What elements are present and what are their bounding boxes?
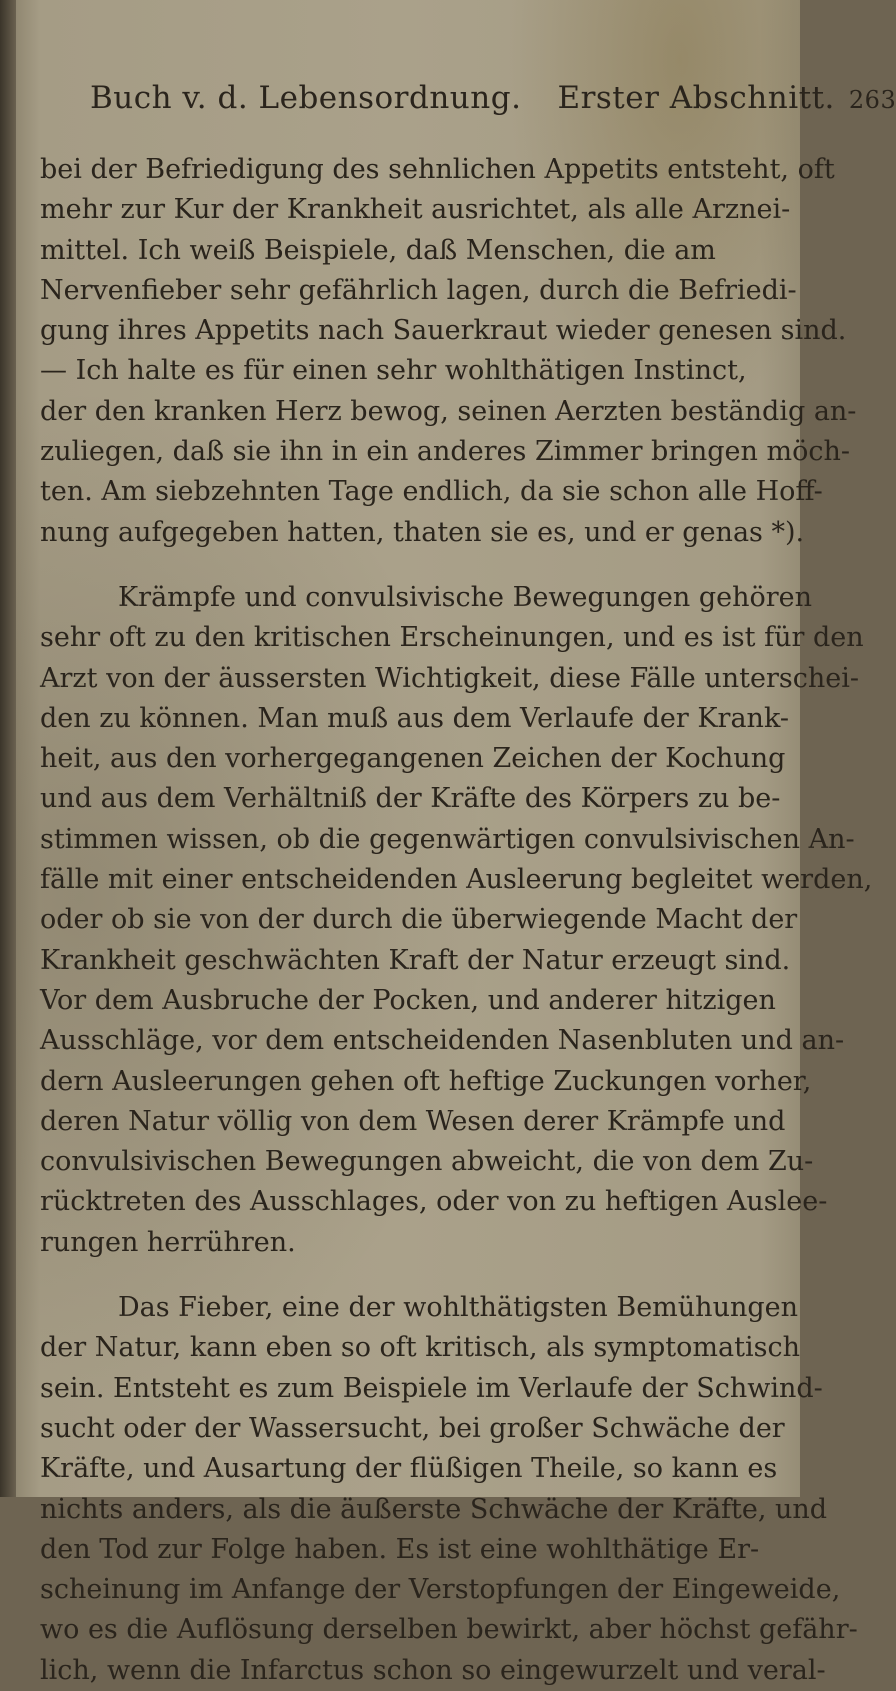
- text-line: lich, wenn die Infarctus schon so eingewurzelt und veral-: [40, 1654, 826, 1686]
- text-line: gung ihres Appetits nach Sauerkraut wieder genesen sind.: [40, 315, 847, 347]
- paragraph: [40, 578, 873, 1263]
- text-line: Das Fieber, eine der wohlthätigsten Bemühungen: [118, 1292, 798, 1324]
- text-line: Arzt von der äussersten Wichtigkeit, diese Fälle unterschei-: [40, 662, 859, 694]
- text-line: bei der Befriedigung des sehnlichen Appetits entsteht, oft: [40, 154, 835, 185]
- page-number: 263: [848, 86, 896, 114]
- text-line: mittel. Ich weiß Beispiele, daß Menschen, die am: [40, 234, 716, 266]
- text-line: nichts anders, als die äußerste Schwäche der Kräfte, und: [40, 1493, 828, 1525]
- text-line: Ausschläge, vor dem entscheidenden Nasenbluten und an-: [40, 1025, 845, 1057]
- text-line: oder ob sie von der durch die überwiegende Macht der: [40, 904, 798, 936]
- book-gutter-shadow: [0, 0, 16, 1497]
- text-line: heit, aus den vorhergegangenen Zeichen der Kochung: [40, 743, 786, 775]
- text-line: nung aufgegeben hatten, thaten sie es, und er genas *).: [40, 516, 805, 548]
- section-title: Erster Abschnitt.: [557, 80, 835, 116]
- text-line: sein. Entsteht es zum Beispiele im Verlaufe der Schwind-: [40, 1372, 823, 1404]
- text-line: stimmen wissen, ob die gegenwärtigen convulsivischen An-: [40, 823, 855, 855]
- text-line: der den kranken Herz bewog, seinen Aerzten beständig an-: [40, 395, 857, 427]
- text-line: der Natur, kann eben so oft kritisch, als symptomatisch: [40, 1332, 800, 1364]
- running-title: Buch v. d. Lebensordnung.: [90, 80, 522, 116]
- text-line: dern Ausleerungen gehen oft heftige Zuckungen vorher,: [40, 1065, 812, 1097]
- text-line: convulsivischen Bewegungen abweicht, die von dem Zu-: [40, 1146, 814, 1178]
- text-line: Krämpfe und convulsivische Bewegungen gehören: [118, 581, 812, 613]
- text-line: Kräfte, und Ausartung der flüßigen Theile, so kann es: [40, 1453, 778, 1485]
- paragraph-gap: [40, 553, 760, 578]
- text-line: deren Natur völlig von dem Wesen derer Krämpfe und: [40, 1105, 786, 1137]
- text-line: mehr zur Kur der Krankheit ausrichtet, als alle Arznei-: [40, 194, 791, 226]
- text-line: und aus dem Verhältniß der Kräfte des Körpers zu be-: [40, 783, 781, 815]
- text-line: — Ich halte es für einen sehr wohlthätigen Instinct,: [40, 355, 747, 387]
- text-line: Nervenfieber sehr gefährlich lagen, durch die Befriedi-: [40, 274, 797, 306]
- paragraph-gap: [40, 1263, 760, 1288]
- text-line: fälle mit einer entscheidenden Ausleerung begleitet werden,: [40, 864, 873, 896]
- text-line: sucht oder der Wassersucht, bei großer Schwäche der: [40, 1412, 785, 1444]
- text-line: wo es die Auflösung derselben bewirkt, aber höchst gefähr-: [40, 1614, 858, 1646]
- paragraph: [40, 1288, 858, 1691]
- text-line: Krankheit geschwächten Kraft der Natur erzeugt sind.: [40, 944, 791, 976]
- text-line: den zu können. Man muß aus dem Verlaufe der Krank-: [40, 702, 789, 734]
- text-line: rungen herrühren.: [40, 1226, 296, 1258]
- text-line: ten. Am siebzehnten Tage endlich, da sie schon alle Hoff-: [40, 476, 823, 508]
- text-line: rücktreten des Ausschlages, oder von zu heftigen Auslee-: [40, 1186, 828, 1218]
- text-line: sehr oft zu den kritischen Erscheinungen, und es ist für den: [40, 622, 864, 654]
- text-line: zuliegen, daß sie ihn in ein anderes Zimmer bringen möch-: [40, 436, 850, 468]
- text-line: scheinung im Anfange der Verstopfungen der Eingeweide,: [40, 1574, 841, 1606]
- text-line: Vor dem Ausbruche der Pocken, und anderer hitzigen: [40, 984, 776, 1016]
- body-text: [40, 150, 873, 1691]
- page-header: [90, 80, 896, 130]
- paragraph: [40, 150, 857, 553]
- text-line: den Tod zur Folge haben. Es ist eine wohlthätige Er-: [40, 1533, 760, 1565]
